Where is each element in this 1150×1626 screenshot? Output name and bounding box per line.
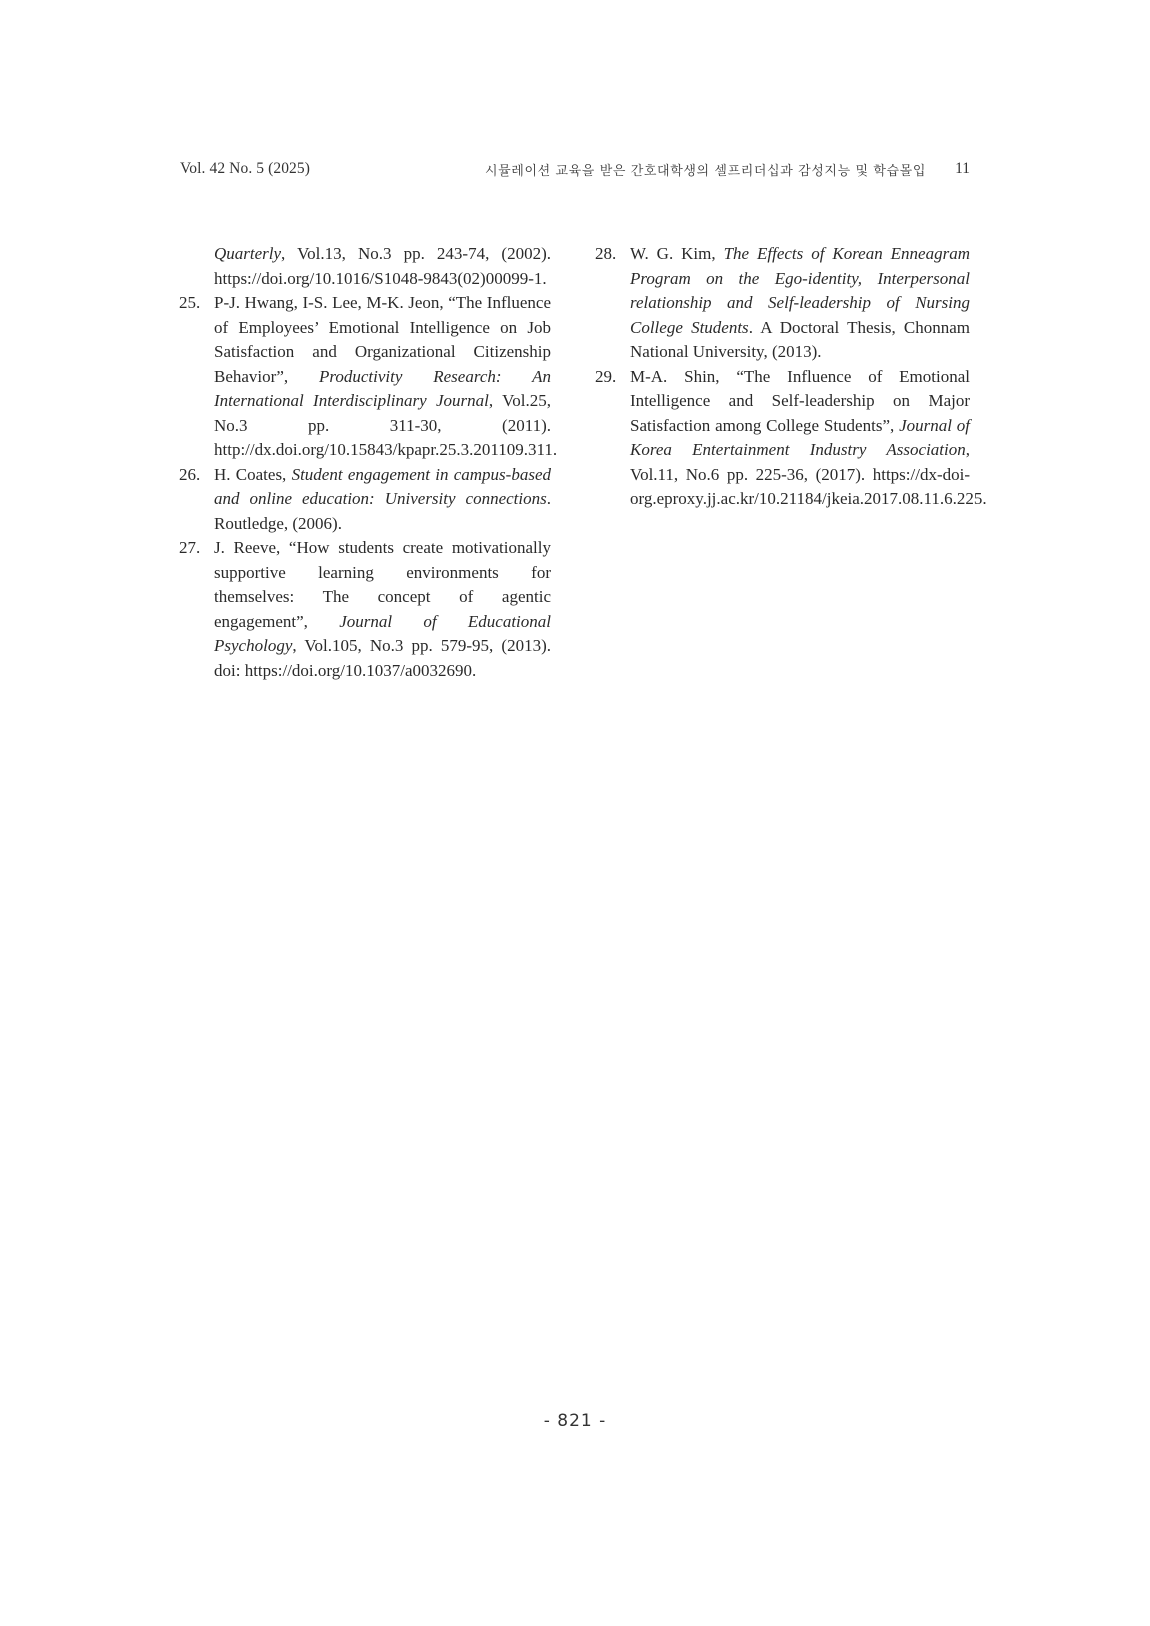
reference-details: . A Doctoral Thesis, Chonnam National University, (2013). xyxy=(630,317,971,361)
reference-authors-title: J. Reeve, “How students create motivationally supportive learning environments for themselves: The concept of agentic engagement”, xyxy=(214,538,551,631)
journal-volume: Vol. 42 No. 5 (2025) xyxy=(180,160,311,177)
reference-details: , Vol.105, No.3 pp. 579-95, (2013). doi: https://doi.org/10.1037/a0032690. xyxy=(214,636,551,680)
reference-item-25 xyxy=(179,291,558,463)
reference-number: 29. xyxy=(595,366,617,386)
reference-book-title: Student engagement in campus-based and online education: University connections xyxy=(214,464,551,508)
reference-item-27 xyxy=(179,536,551,683)
reference-details: , Vol.13, No.3 pp. 243-74, (2002). https://doi.org/10.1016/S1048-9843(02)00099-1. xyxy=(214,244,551,288)
reference-details: , Vol.11, No.6 pp. 225-36, (2017). https://dx-doi-org.eproxy.jj.ac.kr/10.21184/jkeia.2017.08.11.6.225. xyxy=(630,440,987,508)
reference-item-28 xyxy=(595,242,970,365)
reference-thesis-title: The Effects of Korean Enneagram Program on the Ego-identity, Interpersonal relationship and Self-leadership of Nursing College Students xyxy=(630,244,970,337)
reference-list-right xyxy=(595,242,987,512)
reference-list-left xyxy=(179,242,558,683)
reference-authors-title: M-A. Shin, “The Influence of Emotional Intelligence and Self-leadership on Major Satisfaction among College Students”, xyxy=(630,366,970,435)
reference-item-29 xyxy=(595,365,987,512)
reference-item-26 xyxy=(179,463,551,537)
reference-authors-title: H. Coates, xyxy=(214,464,292,484)
reference-column-right xyxy=(595,242,987,512)
header-page-number: 11 xyxy=(955,160,970,177)
reference-journal: Journal of Educational Psychology xyxy=(214,611,551,655)
reference-details: , Vol.25, No.3 pp. 311-30, (2011). http://dx.doi.org/10.15843/kpapr.25.3.201109.311. xyxy=(214,391,558,459)
footer-page-number: - 821 - xyxy=(543,1411,607,1431)
reference-number: 27. xyxy=(179,538,201,557)
reference-number: 28. xyxy=(595,244,617,263)
reference-journal: Journal of Korea Entertainment Industry Association xyxy=(630,415,970,459)
reference-details: . Routledge, (2006). xyxy=(214,489,551,533)
article-running-title: 시뮬레이션 교육을 받은 간호대학생의 셀프리더십과 감성지능 및 학습몰입 xyxy=(484,164,926,179)
reference-item-24-continued xyxy=(179,242,551,291)
reference-authors-title: P-J. Hwang, I-S. Lee, M-K. Jeon, “The Influence of Employees’ Emotional Intelligence on Job Satisfaction and Organizational Citizenship Behavior”, xyxy=(214,293,551,386)
reference-authors-title: W. G. Kim, xyxy=(630,244,724,263)
reference-journal: Productivity Research: An International Interdisciplinary Journal xyxy=(214,366,551,410)
reference-number: 25. xyxy=(179,293,201,312)
reference-column-left xyxy=(179,242,558,683)
running-header xyxy=(180,160,970,184)
reference-number: 26. xyxy=(179,464,201,484)
reference-journal: Quarterly xyxy=(214,244,282,263)
